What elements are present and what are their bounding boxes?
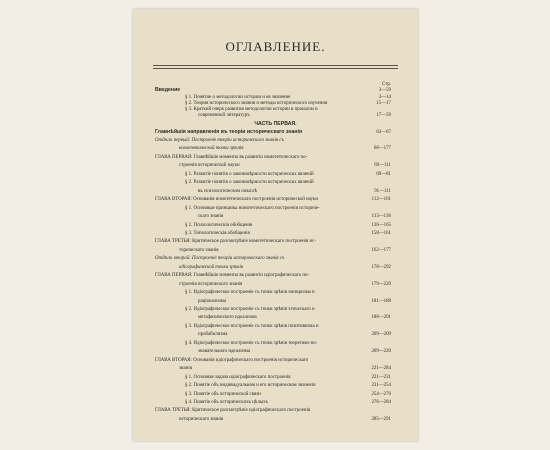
- toc-entry: § 4. Идіографическое построеніе съ точки зрѣнія теоретико-по-: [185, 340, 318, 346]
- toc-entry-pages: 181—188: [371, 298, 391, 304]
- part-subtitle: Главнѣйшія направленія въ теоріи историческаго знанія: [155, 129, 303, 135]
- book-page: [133, 9, 418, 441]
- toc-entry: § 2. Теория исторического знания и методы исторического изучения: [185, 101, 328, 106]
- toc-entry-pages: 69—111: [374, 163, 391, 169]
- toc-entry-pages: 158—161: [371, 230, 391, 236]
- part-subtitle-pages: 63—67: [376, 130, 391, 135]
- toc-entry: пробабилизма: [198, 332, 228, 338]
- toc-entry: § 1. Основные принципы номотетическаго построенія историче-: [185, 205, 320, 211]
- toc-entry-pages: 231—254: [371, 383, 391, 389]
- toc-entry: Отдѣлъ второй: Построеніе теоріи историческаго знанія съ: [155, 256, 285, 262]
- toc-entry: ГЛАВА ПЕРВАЯ: Главнѣйшіе моменты въ развитіи номотетическаго по-: [155, 154, 308, 160]
- toc-entry: скаго знанія: [198, 214, 224, 220]
- toc-entry-pages: 15—17: [376, 101, 391, 106]
- toc-entry: § 4. Понятіе объ историческихъ цѣлыхъ: [185, 399, 268, 405]
- toc-entry: въ психологическом смыслѣ: [198, 188, 258, 194]
- toc-entry-pages: 68—177: [373, 146, 391, 152]
- toc-entry: торическаго знанія: [179, 247, 219, 253]
- toc-entry: § 1. Развитіе понятія о закономѣрности исторических явленій: [185, 171, 314, 177]
- toc-entry: § 1. Основная задача идіографическаго построенія: [185, 374, 291, 380]
- toc-entry: номотетической точки зрѣнія: [179, 146, 244, 152]
- toc-entry-pages: 276—284: [371, 399, 391, 405]
- toc-entry: раціонализма: [198, 298, 227, 304]
- toc-entry-pages: 69—81: [376, 171, 391, 177]
- toc-entry: § 3. Типологическія обобщенія: [185, 230, 250, 236]
- toc-entry-pages: 113—136: [371, 214, 391, 220]
- toc-entry-pages: 162—177: [371, 247, 391, 253]
- toc-entry-pages: 254—276: [371, 391, 391, 397]
- page-title: ОГЛАВЛЕНИЕ.: [225, 39, 326, 54]
- toc-entry-pages: 285—291: [371, 416, 391, 422]
- page-column-label: Стр.: [381, 82, 391, 87]
- toc-entry-pages: 179—220: [371, 281, 391, 287]
- toc-entry-pages: 112—161: [371, 197, 391, 203]
- toc-entry-pages: 17—59: [376, 113, 391, 118]
- title-rule: [153, 65, 398, 66]
- toc-entry: современной литературъ: [198, 113, 250, 118]
- toc-entry: ГЛАВА ТРЕТЬЯ: Критическое разсмотрѣніе идіографическаго построенія: [155, 408, 311, 414]
- toc-entry-pages: 209—209: [371, 332, 391, 338]
- toc-entry: ГЛАВА ПЕРВАЯ: Главнѣйшіе моменты въ развитіи идіографическаго по-: [155, 273, 310, 279]
- toc-entry: § 1. Идіографическое построеніе съ точки зрѣнія эмпиризма и: [185, 290, 315, 296]
- toc-entry: строенія исторической науки: [179, 163, 240, 169]
- toc-entry: Отдѣлъ первый: Построеніе теоріи историческаго знанія съ: [155, 138, 284, 143]
- toc-entry: историческаго знанія: [179, 416, 224, 422]
- toc-entry-pages: 221—284: [371, 366, 391, 372]
- toc-entry: § 2. Психологическія обобщенія: [185, 222, 253, 228]
- toc-entry: § 1. Понятие о методологии истории и ея значение: [185, 95, 291, 100]
- toc-entry: ГЛАВА ВТОРАЯ: Основанія идіографическаго построенія историческаго: [155, 357, 309, 363]
- toc-entry-pages: 91—111: [374, 188, 391, 194]
- toc-entry: знавательнаго идеализма: [198, 349, 251, 355]
- toc-entry-pages: 188—201: [371, 315, 391, 321]
- toc-entry: знанія: [179, 366, 192, 372]
- title-rule-second: [153, 68, 398, 69]
- toc-entry: § 2. Идіографическое построеніе съ точки зрѣнія этическаго и: [185, 307, 315, 312]
- toc-entry: ГЛАВА ВТОРАЯ: Основанія номотетическаго построенія исторической науки: [155, 197, 319, 203]
- toc-entry-pages: 136—165: [371, 222, 391, 228]
- intro-label: Введение: [155, 87, 181, 93]
- toc-entry: § 3. Понятіе объ исторической связи: [185, 391, 261, 397]
- toc-entry: ГЛАВА ТРЕТЬЯ: Критическое разсмотрѣніе номотетическаго построенія ис-: [155, 239, 316, 245]
- toc-entry: идіографической точки зрѣнія: [179, 264, 244, 270]
- toc-entry-pages: 209—220: [371, 349, 391, 355]
- toc-entry-pages: 178—292: [371, 264, 391, 270]
- toc-entry: строенія исторического знанія: [179, 281, 243, 287]
- toc-entry: § 2. Понятіе объ индивидуальном и его историческом значеніи: [185, 383, 316, 389]
- toc-entry: § 3. Идіографическое построеніе съ точки зрѣнія позитивизма и: [185, 323, 319, 329]
- part-title: ЧАСТЬ ПЕРВАЯ.: [254, 121, 297, 127]
- toc-entry: § 3. Краткий очерк развития методологии истории в прошлом и: [185, 107, 318, 112]
- toc-entry: § 2. Развитіе понятія о закономѣрности исторических явленій: [185, 180, 314, 186]
- toc-entry: метафизического идеализма: [198, 315, 257, 321]
- intro-pages: 3—59: [378, 88, 391, 93]
- toc-entry-pages: 3—14: [378, 95, 391, 100]
- toc-entry-pages: 221—231: [371, 374, 391, 380]
